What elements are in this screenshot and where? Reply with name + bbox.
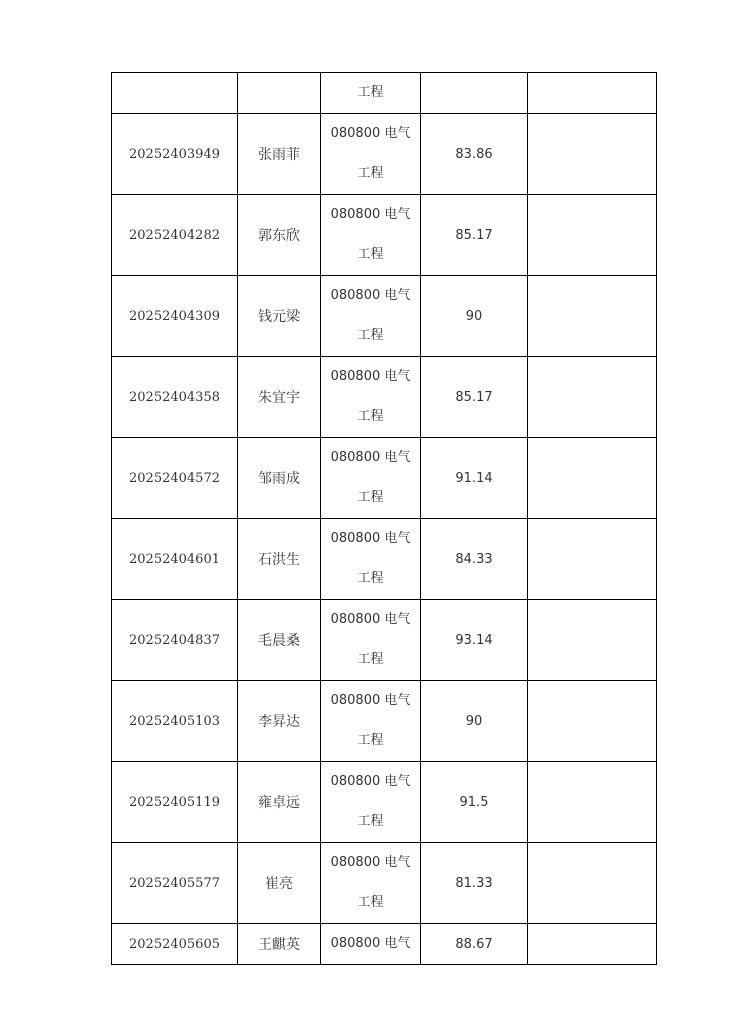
score-cell: 90: [421, 276, 528, 357]
score-cell: 83.86: [421, 114, 528, 195]
note-cell: [528, 681, 657, 762]
score-cell: 90: [421, 681, 528, 762]
note-cell: [528, 114, 657, 195]
score-cell: [421, 73, 528, 114]
major-line-1: 080800 电气: [330, 693, 411, 708]
name-cell: 张雨菲: [238, 114, 321, 195]
major-line-2: 工程: [357, 571, 384, 586]
name-cell: 郭东欣: [238, 195, 321, 276]
name-cell: 朱宜宇: [238, 357, 321, 438]
note-cell: [528, 600, 657, 681]
major-line-2: 工程: [357, 814, 384, 829]
note-cell: [528, 843, 657, 924]
major-line-2: 工程: [357, 247, 384, 262]
name-cell: 崔亮: [238, 843, 321, 924]
id-cell: 20252404309: [112, 276, 238, 357]
major-line-2: 工程: [357, 85, 384, 100]
major-line-2: 工程: [357, 409, 384, 424]
major-line-1: 080800 电气: [330, 450, 411, 465]
id-cell: 20252405103: [112, 681, 238, 762]
id-cell: 20252404572: [112, 438, 238, 519]
score-cell: 84.33: [421, 519, 528, 600]
score-cell: 93.14: [421, 600, 528, 681]
name-cell: 钱元梁: [238, 276, 321, 357]
note-cell: [528, 438, 657, 519]
major-line-1: 080800 电气: [330, 288, 411, 303]
table-row: [112, 73, 657, 114]
table-row: [112, 195, 657, 276]
major-line-1: 080800 电气: [330, 207, 411, 222]
major-cell: [321, 762, 421, 843]
major-cell: [321, 519, 421, 600]
score-cell: 85.17: [421, 357, 528, 438]
major-line-1: 080800 电气: [330, 774, 411, 789]
admission-table: [111, 72, 657, 965]
score-cell: 91.14: [421, 438, 528, 519]
name-cell: 毛晨桑: [238, 600, 321, 681]
name-cell: 王麒英: [238, 924, 321, 965]
major-line-1: 080800 电气: [330, 126, 411, 141]
id-cell: 20252405577: [112, 843, 238, 924]
table-row: [112, 276, 657, 357]
major-line-1: 080800 电气: [330, 612, 411, 627]
note-cell: [528, 924, 657, 965]
major-cell: [321, 276, 421, 357]
note-cell: [528, 195, 657, 276]
note-cell: [528, 73, 657, 114]
note-cell: [528, 762, 657, 843]
table-row: [112, 438, 657, 519]
score-cell: 81.33: [421, 843, 528, 924]
major-cell: [321, 114, 421, 195]
major-line-1: 080800 电气: [330, 531, 411, 546]
id-cell: 20252405119: [112, 762, 238, 843]
id-cell: 20252404282: [112, 195, 238, 276]
table-row: [112, 762, 657, 843]
major-line-1: 080800 电气: [330, 369, 411, 384]
table-row: [112, 924, 657, 965]
id-cell: 20252404358: [112, 357, 238, 438]
major-cell: [321, 681, 421, 762]
id-cell: 20252404837: [112, 600, 238, 681]
table-row: [112, 600, 657, 681]
note-cell: [528, 519, 657, 600]
name-cell: 李昇达: [238, 681, 321, 762]
major-line-2: 工程: [357, 652, 384, 667]
major-line-1: 080800 电气: [330, 855, 411, 870]
score-cell: 88.67: [421, 924, 528, 965]
major-line-2: 工程: [357, 328, 384, 343]
table-row: [112, 681, 657, 762]
major-cell: [321, 843, 421, 924]
note-cell: [528, 276, 657, 357]
major-line-2: 工程: [357, 733, 384, 748]
name-cell: 雍卓远: [238, 762, 321, 843]
major-line-2: 工程: [357, 490, 384, 505]
table-row: [112, 519, 657, 600]
note-cell: [528, 357, 657, 438]
table-row: [112, 114, 657, 195]
id-cell: 20252403949: [112, 114, 238, 195]
major-line-2: 工程: [357, 166, 384, 181]
major-line-1: 080800 电气: [330, 936, 411, 951]
name-cell: 石洪生: [238, 519, 321, 600]
major-line-2: 工程: [357, 895, 384, 910]
major-cell: [321, 73, 421, 114]
major-cell: [321, 357, 421, 438]
major-cell: [321, 438, 421, 519]
table-row: [112, 843, 657, 924]
id-cell: 20252404601: [112, 519, 238, 600]
id-cell: 20252405605: [112, 924, 238, 965]
name-cell: [238, 73, 321, 114]
name-cell: 邹雨成: [238, 438, 321, 519]
id-cell: [112, 73, 238, 114]
major-cell: [321, 924, 421, 965]
score-cell: 85.17: [421, 195, 528, 276]
table-row: [112, 357, 657, 438]
score-cell: 91.5: [421, 762, 528, 843]
major-cell: [321, 195, 421, 276]
major-cell: [321, 600, 421, 681]
